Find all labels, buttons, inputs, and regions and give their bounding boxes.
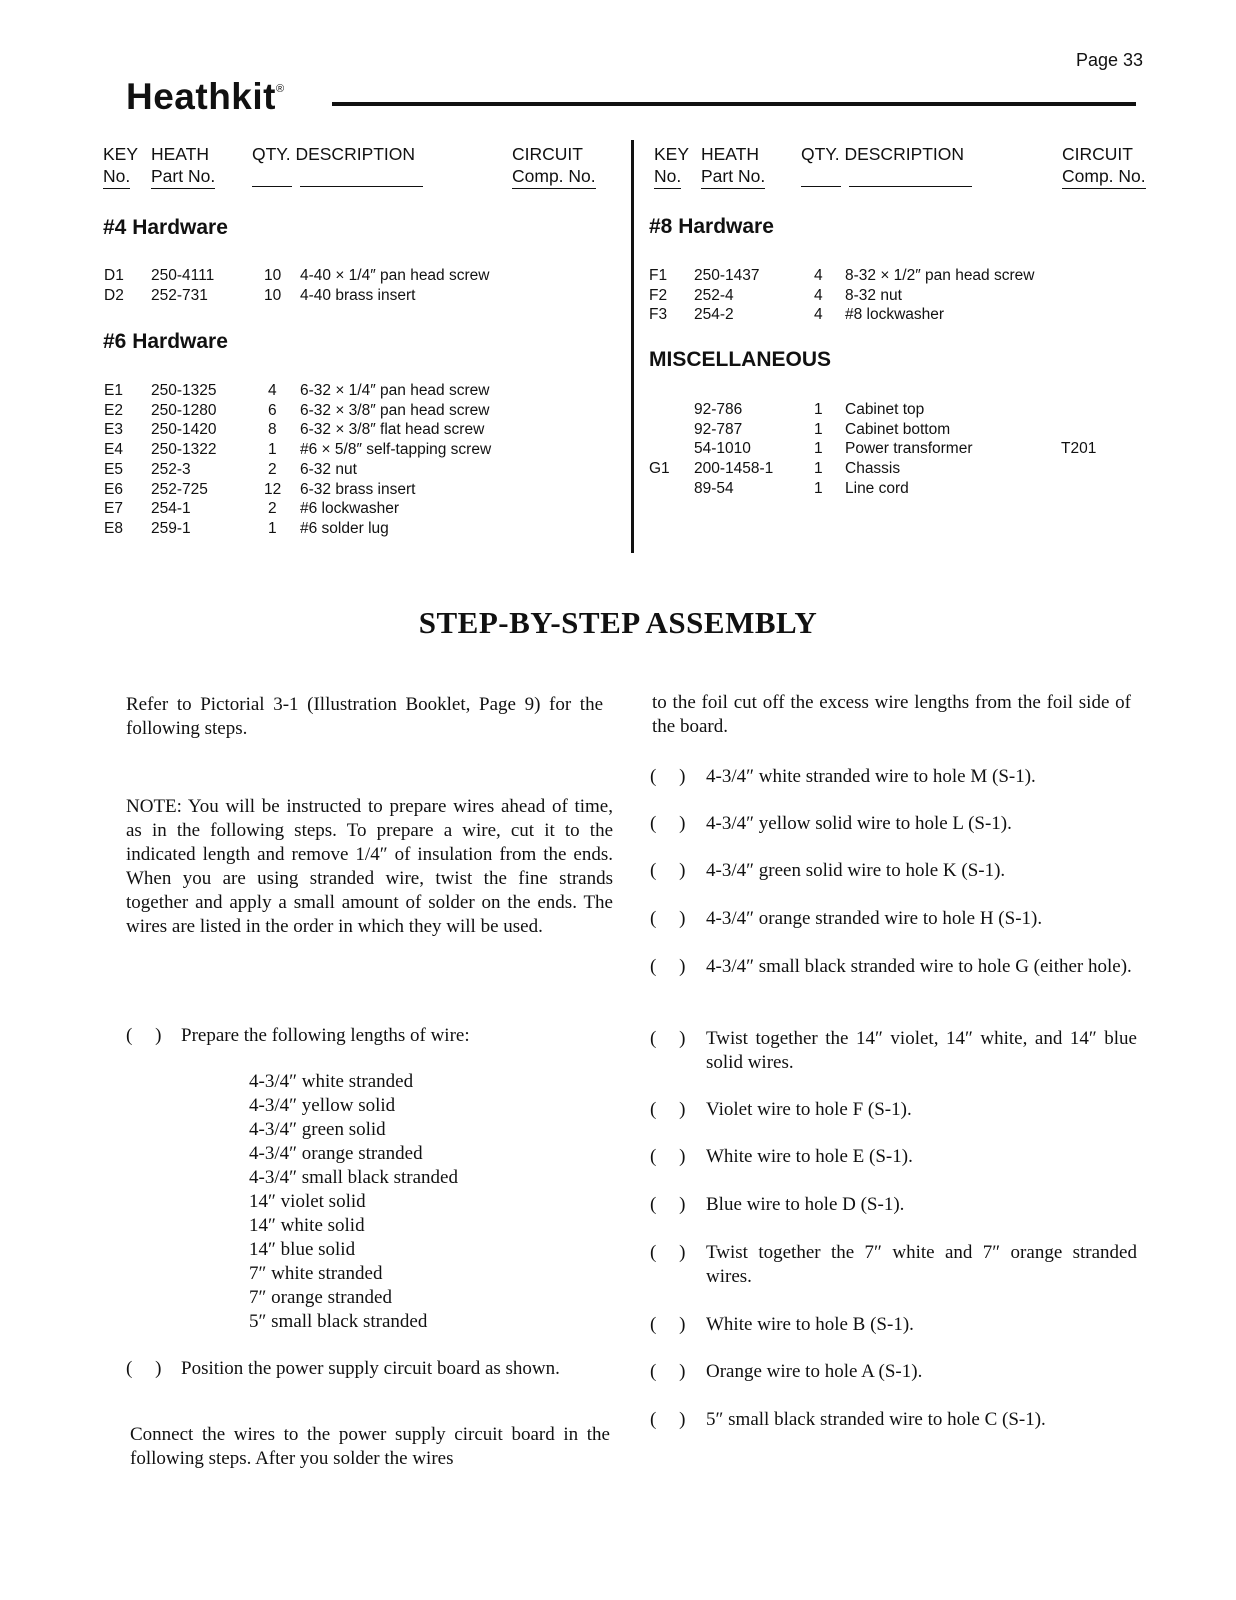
part-desc: Line cord	[845, 479, 909, 497]
wire-length-item: 4-3/4″ green solid	[249, 1119, 386, 1140]
part-qty: 10	[264, 286, 282, 304]
part-desc: 4-40 × 1/4″ pan head screw	[300, 267, 490, 284]
part-part: 252-4	[694, 286, 734, 304]
part-part: 200-1458-1	[694, 460, 774, 478]
part-key: E6	[104, 480, 123, 498]
part-qty: 4	[268, 382, 277, 399]
part-desc: 6-32 × 3/8″ flat head screw	[300, 421, 485, 439]
left-header-circuit: CIRCUIT Comp. No.	[512, 143, 596, 189]
left-header-key: KEY No.	[103, 143, 138, 189]
step-text: Blue wire to hole D (S-1).	[706, 1194, 905, 1215]
part-desc: 6-32 brass insert	[300, 480, 416, 498]
part-part: 252-3	[151, 460, 191, 478]
right-qty-rule	[801, 186, 841, 187]
step-text: Prepare the following lengths of wire:	[181, 1025, 470, 1046]
part-key: E1	[104, 382, 123, 399]
checkbox[interactable]: ( )	[650, 956, 695, 977]
part-qty: 1	[814, 479, 823, 497]
part-qty: 10	[264, 267, 282, 284]
checkbox[interactable]: ( )	[650, 1314, 695, 1335]
part-part: 254-2	[694, 306, 734, 324]
part-qty: 4	[814, 267, 823, 284]
heathkit-logo	[126, 76, 285, 118]
wire-length-item: 14″ violet solid	[249, 1191, 366, 1212]
checkbox[interactable]: ( )	[650, 1146, 695, 1167]
part-desc: Cabinet top	[845, 401, 925, 418]
part-part: 259-1	[151, 519, 191, 537]
checkbox[interactable]: ( )	[650, 1194, 695, 1215]
wire-length-item: 14″ white solid	[249, 1215, 365, 1236]
part-key: D1	[104, 267, 124, 284]
part-key: E4	[104, 441, 123, 459]
step-text: White wire to hole E (S-1).	[706, 1146, 913, 1167]
intro-paragraph: Refer to Pictorial 3-1 (Illustration Booklet, Page 9) for the following steps.	[126, 694, 603, 739]
part-desc: Power transformer	[845, 440, 973, 458]
wire-length-item: 14″ blue solid	[249, 1239, 356, 1260]
checkbox[interactable]: ( )	[650, 766, 695, 787]
part-qty: 8	[268, 421, 277, 439]
section-title-miscellaneous: MISCELLANEOUS	[649, 348, 832, 371]
part-qty: 1	[814, 420, 823, 438]
step-position-board	[126, 1357, 616, 1405]
part-comp: T201	[1061, 440, 1097, 458]
checkbox[interactable]: ( )	[650, 1361, 695, 1382]
part-key: E2	[104, 401, 123, 419]
part-part: 250-1325	[151, 382, 217, 399]
part-key: E7	[104, 500, 123, 518]
right-desc-rule	[849, 186, 972, 187]
checkbox[interactable]: ( )	[650, 1409, 695, 1430]
part-part: 252-725	[151, 480, 208, 498]
part-key: D2	[104, 286, 124, 304]
part-part: 250-1437	[694, 267, 760, 284]
part-part: 250-1280	[151, 401, 217, 419]
part-part: 92-787	[694, 420, 743, 438]
step-text: Orange wire to hole A (S-1).	[706, 1361, 923, 1382]
part-qty: 6	[268, 401, 277, 419]
left-header-qty-desc: QTY. DESCRIPTION	[252, 144, 416, 164]
wire-length-item: 5″ small black stranded	[249, 1311, 428, 1332]
step-text: Position the power supply circuit board as shown.	[181, 1358, 560, 1379]
step-text: 5″ small black stranded wire to hole C (S-1).	[706, 1409, 1046, 1430]
checkbox[interactable]: ( )	[650, 1028, 695, 1049]
checkbox[interactable]: ( )	[650, 1242, 695, 1263]
checkbox[interactable]: ( )	[650, 1099, 695, 1120]
step-text: 4-3/4″ green solid wire to hole K (S-1).	[706, 860, 1006, 881]
wire-length-item: 4-3/4″ yellow solid	[249, 1095, 396, 1116]
part-part: 252-731	[151, 286, 208, 304]
part-qty: 1	[268, 519, 277, 537]
part-part: 250-4111	[151, 267, 215, 284]
part-qty: 2	[268, 460, 277, 478]
right-header-heath: HEATH Part No.	[701, 143, 765, 189]
part-key: E5	[104, 460, 123, 478]
part-desc: #6 solder lug	[300, 519, 389, 537]
part-desc: #6 × 5/8″ self-tapping screw	[300, 441, 492, 459]
step-text: Twist together the 7″ white and 7″ orange stranded wires.	[706, 1242, 1137, 1287]
part-part: 92-786	[694, 401, 743, 418]
header-rule	[332, 102, 1136, 106]
part-qty: 1	[814, 460, 823, 478]
part-key: F1	[649, 267, 668, 284]
checkbox[interactable]: ( )	[650, 860, 695, 881]
part-part: 89-54	[694, 479, 734, 497]
part-desc: 6-32 × 3/8″ pan head screw	[300, 401, 490, 419]
part-desc: Cabinet bottom	[845, 420, 951, 438]
connect-paragraph-continued: to the foil cut off the excess wire lengths from the foil side of the board.	[652, 692, 1131, 737]
wire-length-item: 4-3/4″ white stranded	[249, 1071, 414, 1092]
step-prepare-wires	[126, 1024, 616, 1048]
wire-length-item: 7″ white stranded	[249, 1263, 383, 1284]
column-divider	[631, 140, 634, 553]
left-qty-rule	[252, 186, 292, 187]
right-header-circuit: CIRCUIT Comp. No.	[1062, 143, 1146, 189]
part-desc: 4-40 brass insert	[300, 286, 416, 304]
checkbox[interactable]: ( )	[126, 1358, 171, 1379]
right-header-qty-desc: QTY. DESCRIPTION	[801, 144, 965, 164]
left-header-heath: HEATH Part No.	[151, 143, 215, 189]
wire-length-item: 4-3/4″ small black stranded	[249, 1167, 458, 1188]
part-desc: 6-32 × 1/4″ pan head screw	[300, 382, 490, 399]
left-desc-rule	[300, 186, 423, 187]
checkbox[interactable]: ( )	[650, 813, 695, 834]
step-text: 4-3/4″ small black stranded wire to hole G (either hole).	[706, 956, 1132, 977]
step-text: Twist together the 14″ violet, 14″ white, and 14″ blue solid wires.	[706, 1028, 1137, 1073]
checkbox[interactable]: ( )	[650, 908, 695, 929]
part-part: 54-1010	[694, 440, 751, 458]
assembly-title: STEP-BY-STEP ASSEMBLY	[418, 605, 818, 640]
part-part: 250-1322	[151, 441, 217, 459]
connect-paragraph: Connect the wires to the power supply circuit board in the following steps. After you solder the wires	[130, 1424, 610, 1469]
part-key: F2	[649, 286, 668, 304]
part-desc: Chassis	[845, 460, 901, 478]
checkbox[interactable]: ( )	[126, 1025, 171, 1046]
part-qty: 2	[268, 500, 277, 518]
section-title-4-hardware: #4 Hardware	[103, 216, 228, 239]
part-part: 250-1420	[151, 421, 217, 439]
part-desc: 6-32 nut	[300, 460, 357, 478]
brand-name: Heathkit	[126, 76, 276, 117]
part-part: 254-1	[151, 500, 191, 518]
section-title-6-hardware: #6 Hardware	[103, 330, 228, 353]
part-qty: 4	[814, 306, 823, 324]
part-qty: 1	[268, 441, 277, 459]
page-number: Page 33	[1076, 50, 1144, 70]
step-text: White wire to hole B (S-1).	[706, 1314, 914, 1335]
part-desc: #8 lockwasher	[845, 306, 945, 324]
wire-length-item: 7″ orange stranded	[249, 1287, 392, 1308]
note-paragraph: NOTE: You will be instructed to prepare wires ahead of time, as in the following steps. To prepare a wire, cut it to the indicated length and remove 1/4″ of insulation from the ends. When you are using stranded wire, twist the fine strands together and apply a small amount of solder on the ends. The wires are listed in the order in which they will be used.	[126, 796, 613, 937]
part-key: E8	[104, 519, 123, 537]
part-desc: #6 lockwasher	[300, 500, 400, 518]
step-text: Violet wire to hole F (S-1).	[706, 1099, 912, 1120]
right-header-key: KEY No.	[654, 143, 689, 189]
part-key: F3	[649, 306, 668, 324]
part-qty: 12	[264, 480, 282, 498]
step-text: 4-3/4″ orange stranded wire to hole H (S-1).	[706, 908, 1043, 929]
registered-mark: ®	[275, 82, 285, 95]
part-key: G1	[649, 460, 670, 478]
part-qty: 1	[814, 440, 823, 458]
step-text: 4-3/4″ yellow solid wire to hole L (S-1).	[706, 813, 1012, 834]
part-qty: 4	[814, 286, 823, 304]
step-text: 4-3/4″ white stranded wire to hole M (S-1).	[706, 766, 1036, 787]
part-key: E3	[104, 421, 123, 439]
part-desc: 8-32 × 1/2″ pan head screw	[845, 267, 1035, 284]
section-title-8-hardware: #8 Hardware	[649, 215, 774, 238]
wire-length-item: 4-3/4″ orange stranded	[249, 1143, 423, 1164]
part-qty: 1	[814, 401, 823, 418]
part-desc: 8-32 nut	[845, 286, 902, 304]
